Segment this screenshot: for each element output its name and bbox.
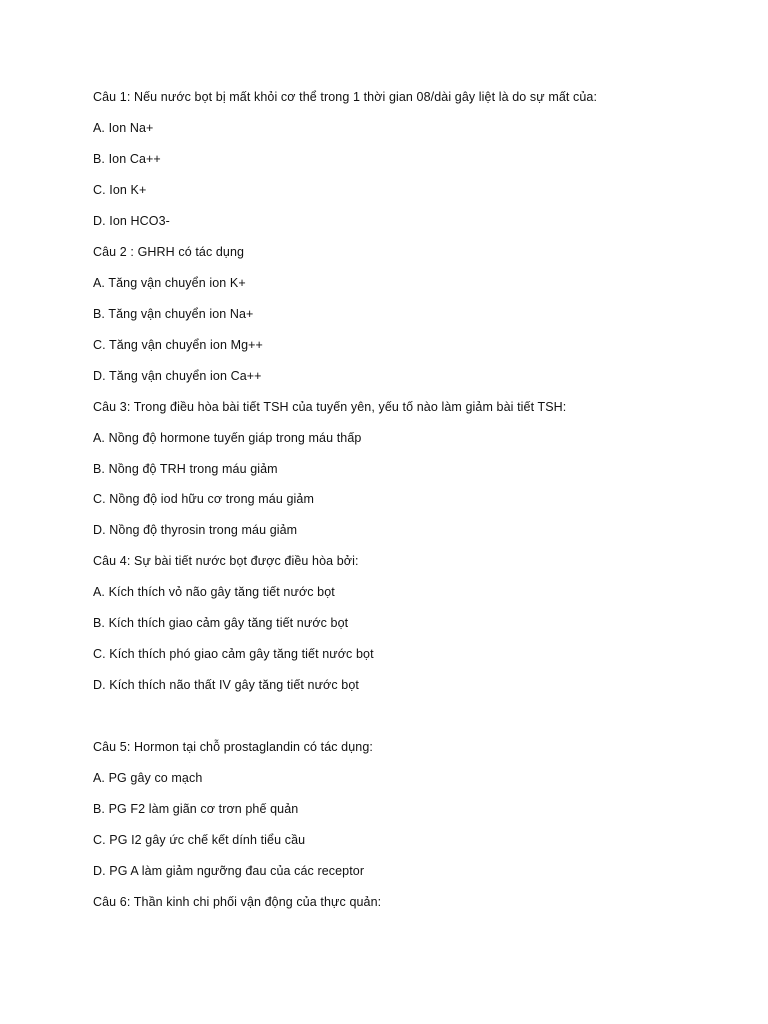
question-4-option-c: C. Kích thích phó giao cảm gây tăng tiết nước bọt [93, 647, 374, 661]
question-3-option-d: D. Nồng độ thyrosin trong máu giảm [93, 523, 298, 537]
question-5-option-c: C. PG I2 gây ức chế kết dính tiểu cầu [93, 833, 306, 847]
question-5-option-d: D. PG A làm giảm ngưỡng đau của các receptor [93, 864, 365, 878]
question-2-prompt: Câu 2 : GHRH có tác dụng [93, 245, 245, 259]
question-1-option-b: B. Ion Ca++ [93, 152, 161, 166]
question-3-option-b: B. Nồng độ TRH trong máu giảm [93, 462, 278, 476]
question-2-option-d: D. Tăng vận chuyển ion Ca++ [93, 369, 262, 383]
question-5-prompt: Câu 5: Hormon tại chỗ prostaglandin có tác dụng: [93, 740, 373, 754]
question-1-prompt: Câu 1: Nếu nước bọt bị mất khỏi cơ thể trong 1 thời gian 08/dài gây liệt là do sự mất của: [93, 90, 598, 104]
question-1-option-d: D. Ion HCO3- [93, 214, 170, 228]
question-3-option-c: C. Nồng độ iod hữu cơ trong máu giảm [93, 492, 314, 506]
question-6-prompt: Câu 6: Thần kinh chi phối vận động của thực quản: [93, 895, 382, 909]
question-1-option-c: C. Ion K+ [93, 183, 147, 197]
question-1-option-a: A. Ion Na+ [93, 121, 154, 135]
question-5-option-a: A. PG gây co mạch [93, 771, 203, 785]
question-5-option-b: B. PG F2 làm giãn cơ trơn phế quản [93, 802, 299, 816]
question-2-option-b: B. Tăng vận chuyển ion Na+ [93, 307, 254, 321]
question-4-option-b: B. Kích thích giao cảm gây tăng tiết nước bọt [93, 616, 349, 630]
question-2-option-c: C. Tăng vận chuyển ion Mg++ [93, 338, 263, 352]
question-4-prompt: Câu 4: Sự bài tiết nước bọt được điều hòa bởi: [93, 554, 359, 568]
question-3-prompt: Câu 3: Trong điều hòa bài tiết TSH của tuyến yên, yếu tố nào làm giảm bài tiết TSH: [93, 400, 567, 414]
question-4-option-a: A. Kích thích vỏ não gây tăng tiết nước bọt [93, 585, 335, 599]
question-3-option-a: A. Nồng độ hormone tuyến giáp trong máu thấp [93, 431, 362, 445]
question-2-option-a: A. Tăng vận chuyển ion K+ [93, 276, 246, 290]
question-4-option-d: D. Kích thích não thất IV gây tăng tiết nước bọt [93, 678, 359, 692]
